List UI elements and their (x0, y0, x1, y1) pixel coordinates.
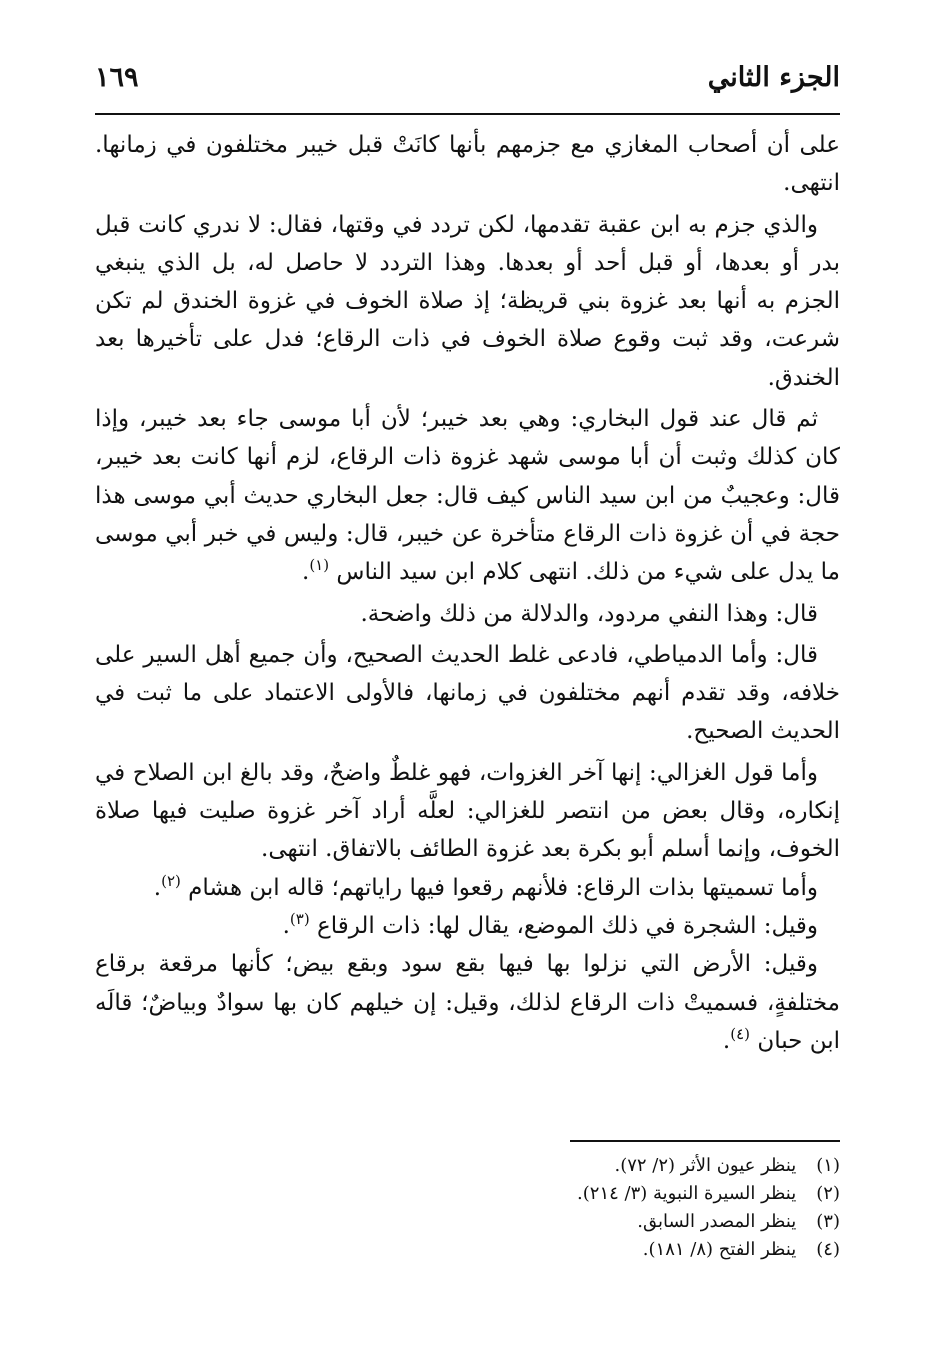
footnote-number: (١) (816, 1155, 840, 1176)
footnote-text: ينظر الفتح (٨/ ١٨١). (642, 1239, 797, 1260)
footnote-divider (570, 1140, 840, 1142)
paragraph: وقيل: الشجرة في ذلك الموضع، يقال لها: ذات الرقاع $^{(٣)}$. (282, 909, 818, 939)
footnote-text: ينظر السيرة النبوية (٣/ ٢١٤). (577, 1183, 797, 1204)
page-number: ١٦٩ (95, 62, 139, 93)
main-text (95, 126, 840, 1060)
footnote-marker[interactable]: (٤) (730, 1024, 751, 1043)
footnote-item (440, 1208, 840, 1236)
paragraph: وقيل: الأرض التي نزلوا بها فيها بقع سود وبقع بيض؛ كأنها مرقعة برقاع مختلفةٍ، فسميتْ ذات الرقاع لذلك، وقيل: إن خيلهم كان بها سوادٌ وبياضٌ؛ قالَه ابن حبان $^{(٤)}$. (95, 951, 840, 1054)
paragraph: على أن أصحاب المغازي مع جزمهم بأنها كانَتْ قبل خيبر مختلفون في زمانها. انتهى. (95, 132, 840, 197)
footnote-text: ينظر المصدر السابق. (637, 1211, 797, 1232)
footnote-marker[interactable]: (٢) (161, 871, 181, 890)
footnote-marker[interactable]: (٣) (289, 909, 310, 928)
page-header (95, 60, 840, 104)
footnote-number: (٢) (816, 1183, 840, 1204)
footnote-item (440, 1152, 840, 1180)
paragraph: قال: وأما الدمياطي، فادعى غلط الحديث الصحيح، وأن جميع أهل السير على خلافه، وقد تقدم أنهم مختلفون في زمانها، فالأولى الاعتماد على ما ثبت في الحديث الصحيح. (95, 641, 840, 745)
footnote-text: ينظر عيون الأثر (٢/ ٧٢). (614, 1155, 797, 1176)
footnote-number: (٣) (816, 1211, 840, 1232)
header-divider (95, 113, 840, 115)
footnote-marker[interactable]: (١) (309, 556, 330, 575)
footnotes (440, 1152, 840, 1264)
footnote-item (440, 1180, 840, 1208)
footnote-number: (٤) (816, 1239, 840, 1260)
paragraph: وأما قول الغزالي: إنها آخر الغزوات، فهو غلطٌ واضحٌ، وقد بالغ ابن الصلاح في إنكاره، وقال بعض من انتصر للغزالي: لعلَّه أراد آخر غزوة صليت فيها صلاة الخوف، وإنما أسلم أبو بكرة بعد غزوة الطائف بالاتفاق. انتهى. (95, 759, 840, 863)
paragraph: قال: وهذا النفي مردود، والدلالة من ذلك واضحة. (360, 600, 818, 627)
paragraph: ثم قال عند قول البخاري: وهي بعد خيبر؛ لأن أبا موسى جاء بعد خيبر، وإذا كان كذلك وثبت أن أبا موسى شهد غزوة ذات الرقاع، لزم أنها كانت بعد خيبر، قال: وعجيبٌ من ابن سيد الناس كيف قال: جعل البخاري حديث أبي موسى هذا حجة في أن غزوة ذات الرقاع متأخرة عن خيبر، قال: وليس في خبر أبي موسى ما يدل على شيء من ذلك. انتهى كلام ابن سيد الناس $^{(١)}$. (95, 406, 840, 586)
paragraph: وأما تسميتها بذات الرقاع: فلأنهم رقعوا فيها راياتهم؛ قاله ابن هشام $^{(٢)}$. (153, 871, 818, 901)
running-title: الجزء الثاني (707, 62, 840, 93)
paragraph: والذي جزم به ابن عقبة تقدمها، لكن تردد في وقتها، فقال: لا ندري كانت قبل بدر أو بعدها، أو قبل أحد أو بعدها. وهذا التردد لا حاصل له، بل الذي ينبغي الجزم به أنها بعد غزوة بني قريظة؛ إذ صلاة الخوف في غزوة الخندق لم تكن شرعت، وقد ثبت وقوع صلاة الخوف في ذات الرقاع؛ فدل على تأخيرها بعد الخندق. (95, 211, 840, 391)
footnote-item (440, 1236, 840, 1264)
